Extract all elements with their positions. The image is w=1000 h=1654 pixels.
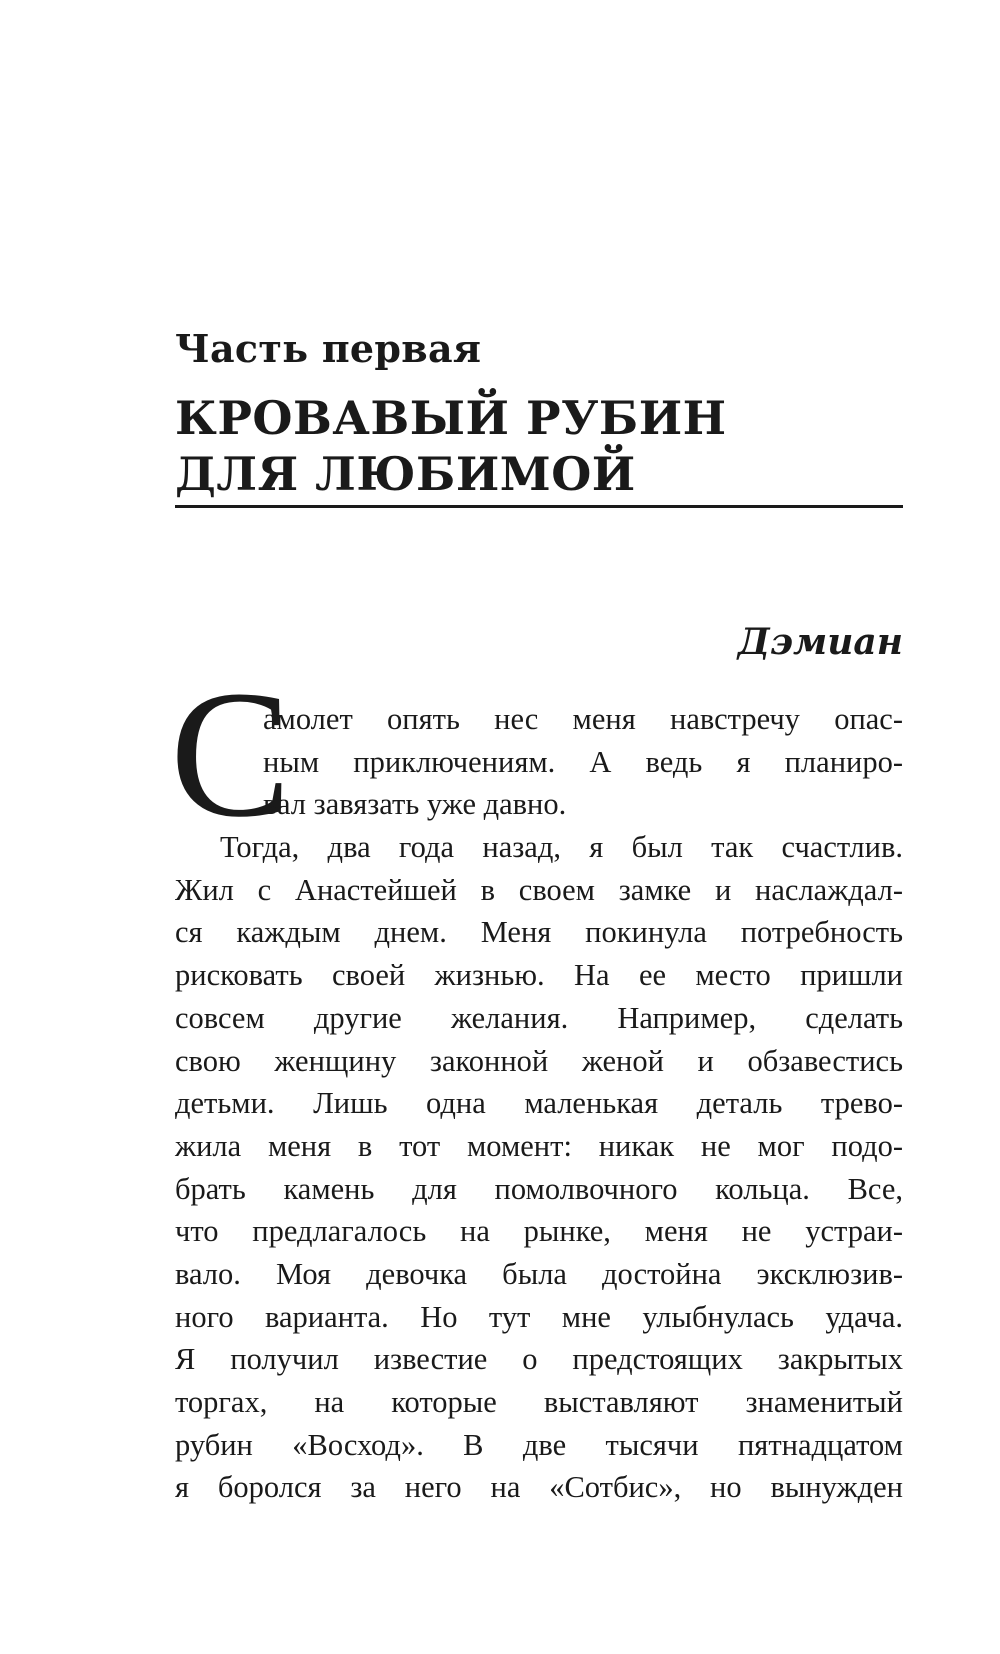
text-line: ным приключениям. А ведь я планиро- — [263, 744, 903, 779]
text-line: Тогда, два года назад, я был так счастлив. — [220, 830, 903, 865]
text-line: рисковать своей жизнью. На ее место пришли — [175, 958, 903, 993]
chapter-name: Дэмиан — [737, 621, 903, 663]
text-line: Я получил известие о предстоящих закрытых — [175, 1342, 903, 1377]
part-title — [175, 390, 905, 502]
part-label: Часть первая — [175, 326, 482, 371]
text-line: свою женщину законной женой и обзавестись — [175, 1043, 903, 1078]
text-line: рубин «Восход». В две тысячи пятнадцатом — [175, 1427, 903, 1462]
text-line: совсем другие желания. Например, сделать — [175, 1000, 903, 1035]
text-line: что предлагалось на рынке, меня не устраи- — [175, 1214, 903, 1249]
text-line: Жил с Анастейшей в своем замке и наслаждал- — [175, 872, 903, 907]
drop-cap: С — [170, 654, 292, 855]
text-line: ся каждым днем. Меня покинула потребность — [175, 915, 903, 950]
text-line: я боролся за него на «Сотбис», но вынужден — [175, 1470, 903, 1505]
text-line: амолет опять нес меня навстречу опас- — [263, 702, 903, 736]
part-title-line: КРОВАВЫЙ РУБИН — [175, 391, 727, 445]
text-line: вало. Моя девочка была достойна эксклюзив- — [175, 1256, 903, 1291]
part-title-line: ДЛЯ ЛЮБИМОЙ — [175, 447, 636, 501]
text-line: ного варианта. Но тут мне улыбнулась удача. — [175, 1299, 903, 1334]
text-line: брать камень для помолвочного кольца. Все, — [175, 1171, 903, 1206]
text-line: детьми. Лишь одна маленькая деталь трево- — [175, 1086, 903, 1121]
text-line: вал завязать уже давно. — [263, 787, 567, 822]
body-text — [175, 698, 903, 1509]
text-line: торгах, на которые выставляют знаменитый — [175, 1385, 903, 1419]
text-line: жила меня в тот момент: никак не мог подо- — [175, 1128, 903, 1163]
title-divider — [175, 505, 903, 508]
